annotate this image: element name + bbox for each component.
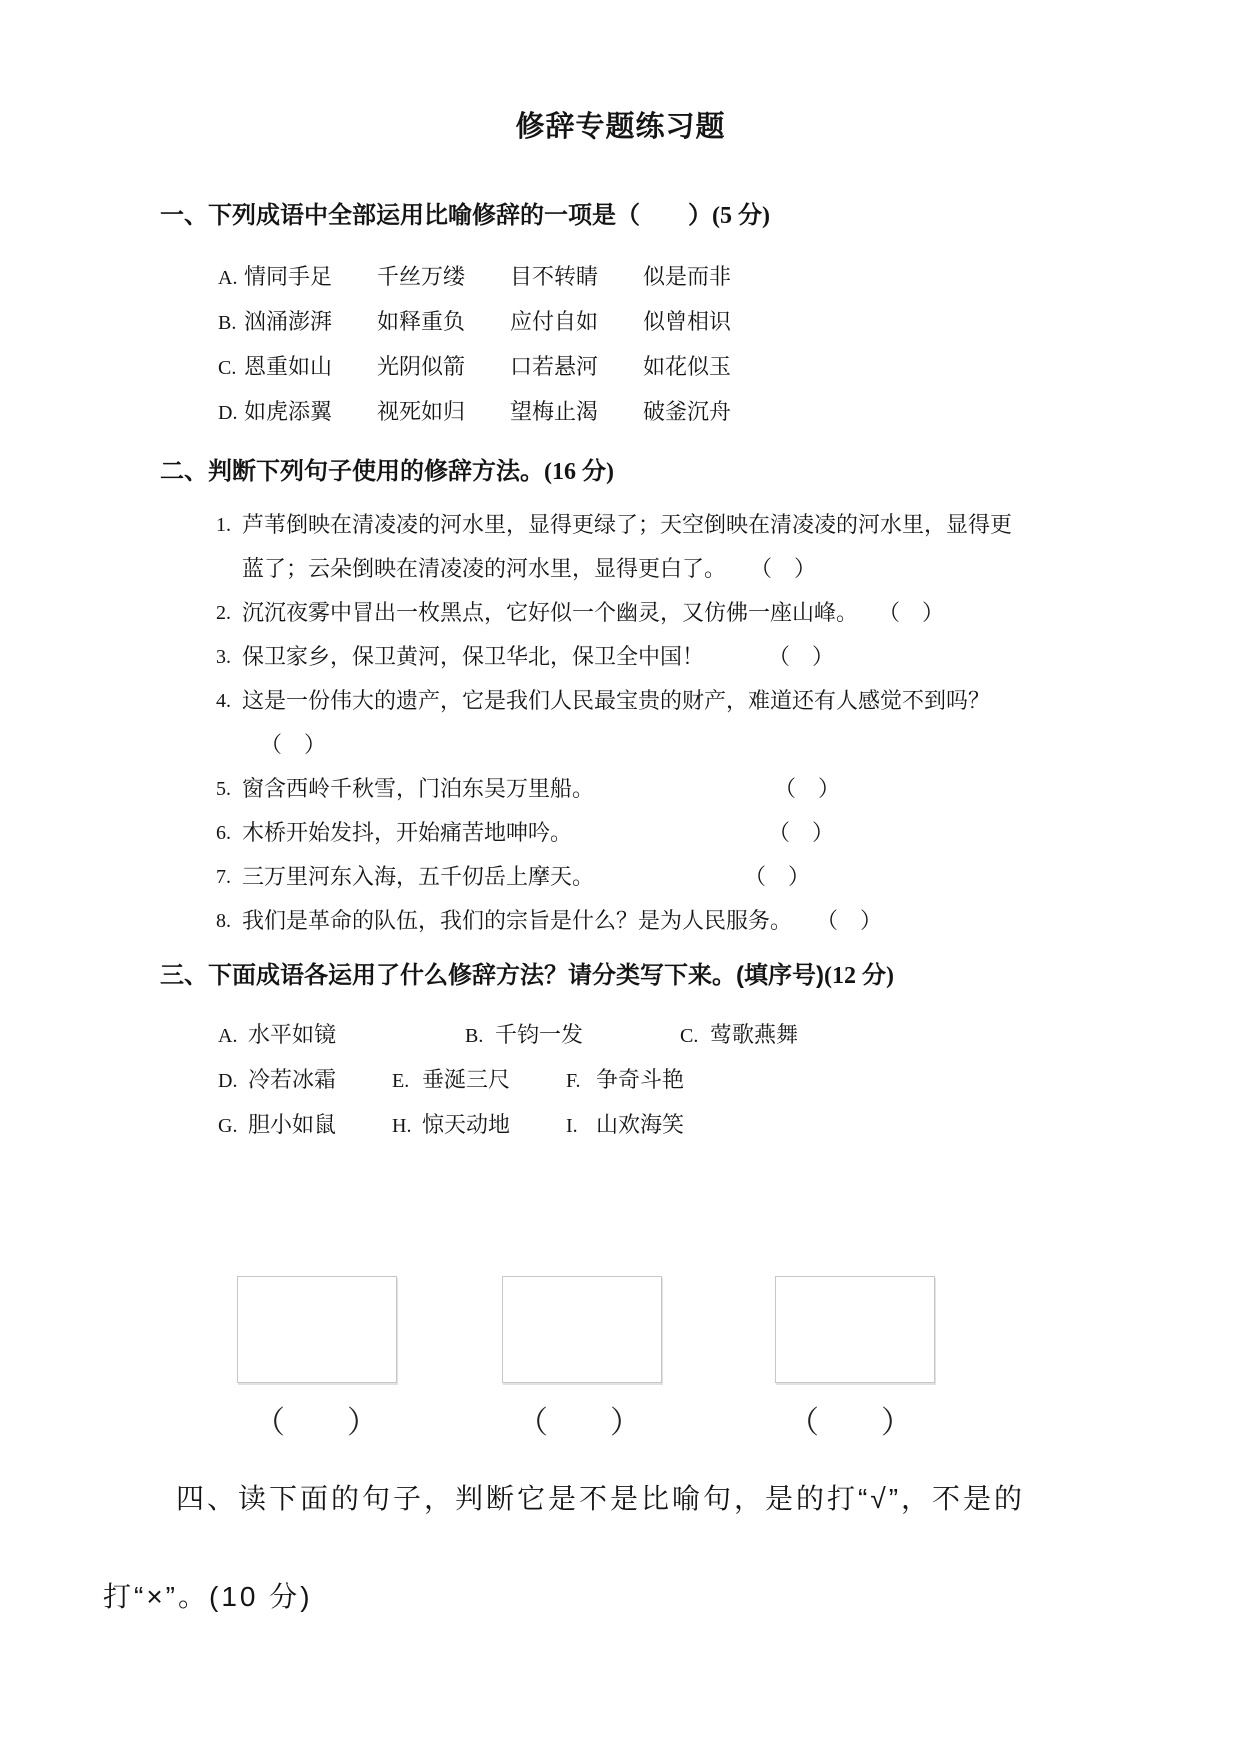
item-number: 6. bbox=[216, 822, 231, 844]
item-number: 4. bbox=[216, 690, 231, 712]
section3-heading bbox=[160, 959, 1241, 993]
answer-paren-2[interactable]: （ ） bbox=[517, 1405, 641, 1440]
idiom-cell bbox=[680, 1013, 798, 1058]
idiom-text: 千钧一发 bbox=[495, 1022, 584, 1047]
idiom-text: 山欢海笑 bbox=[596, 1112, 685, 1137]
idiom-text: 千丝万缕 bbox=[377, 264, 466, 289]
option-label: D. bbox=[218, 402, 238, 424]
idiom-text: 似是而非 bbox=[643, 264, 732, 289]
idiom-text: 垂涎三尺 bbox=[422, 1067, 511, 1092]
idiom-label: F. bbox=[566, 1070, 581, 1092]
option-label: C. bbox=[218, 357, 237, 379]
option-label: B. bbox=[218, 312, 237, 334]
item-text: 保卫家乡，保卫黄河，保卫华北，保卫全中国！ bbox=[242, 644, 705, 669]
section1-heading bbox=[160, 199, 1241, 233]
idiom-text: 光阴似箭 bbox=[377, 354, 466, 379]
idiom-text: 口若悬河 bbox=[510, 354, 599, 379]
idiom-label: D. bbox=[218, 1070, 238, 1092]
idiom-text: 争奇斗艳 bbox=[596, 1067, 685, 1092]
section3-answer-boxes bbox=[237, 1276, 1241, 1383]
item-text-line2 bbox=[242, 723, 1241, 767]
item-number: 7. bbox=[216, 866, 231, 888]
section2-score: (16 分) bbox=[544, 459, 614, 485]
item-text: 三万里河东入海，五千仞岳上摩天。 bbox=[242, 864, 595, 889]
answer-paren-3[interactable]: （ ） bbox=[788, 1405, 912, 1440]
option-row-d bbox=[218, 390, 1241, 435]
option-label: A. bbox=[218, 267, 238, 289]
question-item-3 bbox=[0, 635, 1241, 679]
page-title: 修辞专题练习题 bbox=[515, 111, 726, 143]
idiom-row-2 bbox=[218, 1058, 1241, 1103]
idiom-label: E. bbox=[392, 1070, 410, 1092]
answer-box-3[interactable] bbox=[775, 1276, 935, 1383]
idiom-cell bbox=[218, 1103, 392, 1148]
idiom-label: G. bbox=[218, 1115, 238, 1137]
answer-box-1[interactable] bbox=[237, 1276, 397, 1383]
idiom-text: 如花似玉 bbox=[643, 354, 732, 379]
item-number: 2. bbox=[216, 602, 231, 624]
option-row-b bbox=[218, 300, 1241, 345]
answer-paren-1[interactable]: （ ） bbox=[254, 1405, 378, 1440]
option-row-c bbox=[218, 345, 1241, 390]
option-row-a bbox=[218, 255, 1241, 300]
idiom-text: 情同手足 bbox=[244, 264, 333, 289]
question-item-4 bbox=[0, 679, 1241, 767]
idiom-text: 目不转睛 bbox=[510, 264, 599, 289]
section3-note: (填序号) bbox=[736, 962, 824, 989]
item-answer-blank[interactable]: （ ） bbox=[260, 732, 327, 757]
item-number: 3. bbox=[216, 646, 231, 668]
idiom-cell bbox=[218, 1058, 392, 1103]
item-text: 沉沉夜雾中冒出一枚黑点，它好似一个幽灵，又仿佛一座山峰。 bbox=[242, 600, 859, 625]
idiom-text: 冷若冰霜 bbox=[248, 1067, 337, 1092]
idiom-text: 如释重负 bbox=[377, 309, 466, 334]
section3-paren-row bbox=[237, 1403, 1241, 1443]
question-item-2 bbox=[0, 591, 1241, 635]
item-number: 5. bbox=[216, 778, 231, 800]
section4-line1: 四、读下面的句子，判断它是不是比喻句，是的打“√”，不是的 bbox=[176, 1483, 1026, 1514]
item-answer-blank[interactable]: （ ） bbox=[750, 556, 817, 581]
item-text-line1: 这是一份伟大的遗产，它是我们人民最宝贵的财产，难道还有人感觉不到吗？ bbox=[242, 688, 991, 713]
item-answer-blank[interactable]: （ ） bbox=[768, 820, 835, 845]
section1-score: (5 分) bbox=[712, 203, 770, 229]
idiom-text: 如虎添翼 bbox=[244, 399, 333, 424]
section3-score: (12 分) bbox=[823, 963, 894, 989]
item-text: 我们是革命的队伍，我们的宗旨是什么？是为人民服务。 bbox=[242, 908, 793, 933]
question-item-1 bbox=[0, 503, 1241, 591]
section1-answer-blank[interactable]: （ ） bbox=[616, 202, 712, 229]
question-item-8 bbox=[0, 899, 1241, 943]
item-answer-blank[interactable]: （ ） bbox=[744, 864, 811, 889]
idiom-cell bbox=[465, 1013, 680, 1058]
item-answer-blank[interactable]: （ ） bbox=[768, 644, 835, 669]
idiom-text: 汹涌澎湃 bbox=[244, 309, 333, 334]
section2-heading-text: 二、判断下列句子使用的修辞方法。 bbox=[160, 458, 544, 485]
section2-heading bbox=[160, 455, 1241, 489]
idiom-cell bbox=[218, 1013, 465, 1058]
idiom-text: 惊天动地 bbox=[422, 1112, 511, 1137]
section4-line2: 打“×”。(10 分) bbox=[103, 1581, 313, 1612]
idiom-label: B. bbox=[465, 1025, 484, 1047]
item-text: 窗含西岭千秋雪，门泊东吴万里船。 bbox=[242, 776, 595, 801]
question-item-7 bbox=[0, 855, 1241, 899]
idiom-cell bbox=[392, 1103, 566, 1148]
idiom-text: 望梅止渴 bbox=[510, 399, 599, 424]
section3-heading-text: 三、下面成语各运用了什么修辞方法？请分类写下来。 bbox=[160, 962, 736, 989]
idiom-label: I. bbox=[566, 1115, 578, 1137]
idiom-cell bbox=[566, 1103, 684, 1148]
section2-items bbox=[0, 503, 1241, 943]
idiom-text: 应付自如 bbox=[510, 309, 599, 334]
idiom-text: 似曾相识 bbox=[643, 309, 732, 334]
section3-idiom-grid bbox=[0, 1013, 1241, 1148]
item-text-line1: 芦苇倒映在清凌凌的河水里，显得更绿了；天空倒映在清凌凌的河水里，显得更 bbox=[242, 512, 1013, 537]
item-number: 8. bbox=[216, 910, 231, 932]
idiom-cell bbox=[566, 1058, 684, 1103]
item-text: 蓝了；云朵倒映在清凌凌的河水里，显得更白了。 bbox=[242, 556, 727, 581]
idiom-label: A. bbox=[218, 1025, 238, 1047]
idiom-text: 视死如归 bbox=[377, 399, 466, 424]
idiom-label: C. bbox=[680, 1025, 699, 1047]
idiom-label: H. bbox=[392, 1115, 412, 1137]
idiom-text: 莺歌燕舞 bbox=[710, 1022, 799, 1047]
idiom-text: 胆小如鼠 bbox=[248, 1112, 337, 1137]
idiom-text: 水平如镜 bbox=[248, 1022, 337, 1047]
item-answer-blank[interactable]: （ ） bbox=[878, 600, 945, 625]
idiom-row-3 bbox=[218, 1103, 1241, 1148]
idiom-text: 恩重如山 bbox=[244, 354, 333, 379]
idiom-cell bbox=[392, 1058, 566, 1103]
idiom-text: 破釜沉舟 bbox=[643, 399, 732, 424]
item-text-line2 bbox=[242, 547, 1241, 591]
item-number: 1. bbox=[216, 514, 231, 536]
question-item-5 bbox=[0, 767, 1241, 811]
question-item-6 bbox=[0, 811, 1241, 855]
section1-heading-text: 一、下列成语中全部运用比喻修辞的一项是 bbox=[160, 202, 616, 229]
section1-options bbox=[0, 255, 1241, 435]
item-answer-blank[interactable]: （ ） bbox=[816, 908, 883, 933]
idiom-row-1 bbox=[218, 1013, 1241, 1058]
answer-box-2[interactable] bbox=[502, 1276, 662, 1383]
item-answer-blank[interactable]: （ ） bbox=[774, 776, 841, 801]
item-text: 木桥开始发抖，开始痛苦地呻吟。 bbox=[242, 820, 573, 845]
